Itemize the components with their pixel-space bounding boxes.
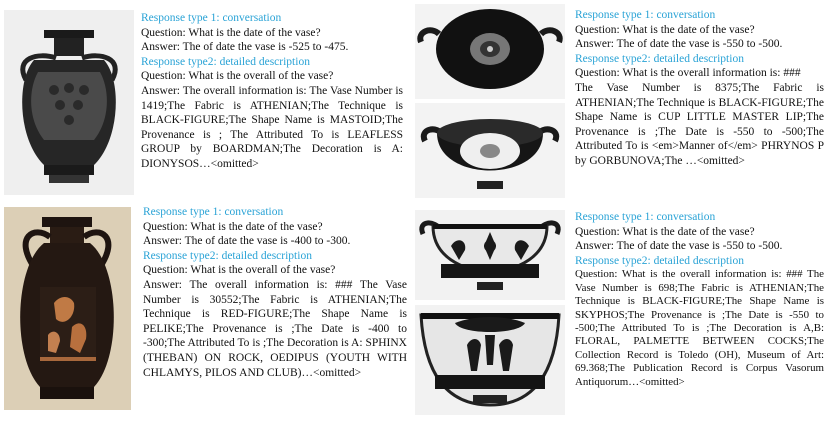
panel-2-response2-question: Question: What is the overall information is: ###: [575, 67, 801, 80]
panel-4-response1-answer: Answer: The of date the vase is -550 to -500.: [575, 240, 783, 253]
panel-3-response1-label: Response type 1: conversation: [143, 206, 284, 218]
vase-image-cup-top: [415, 4, 565, 99]
panel-4-response2-label: Response type2: detailed description: [575, 254, 744, 267]
panel-4-text: [575, 210, 824, 389]
panel-3-response1-answer: Answer: The of date the vase is -400 to -300.: [143, 235, 351, 248]
panel-4-response2-question: Question: What is the overall information is: ### The Vase Number is 698;The Fabric is ATHENIAN;The Technique is BLACK-FIGURE;The Shape Name is SKYPHOS;The Provenance is ;The Date is -550 to -500;The Attributed To is ;The Decoration is A,B: FLORAL, PALMETTE BETWEEN COCKS;The Collection Record is Toledo (OH), Museum of Art: 69.368;The Publication Record is Corpus Vasorum Antiquorum…<omitted>: [575, 268, 824, 388]
panel-3-response2-answer: Answer: The overall information is: ### The Vase Number is 30552;The Fabric is ATHENIAN;The Technique is RED-FIGURE;The Shape Name is PELIKE;The Provenance is ;The Date is -400 to -300;The Attributed To is ;The Decoration is A: SPHINX (THEBAN) ON ROCK, OEDIPUS (YOUTH WITH CHLAMYS, PILOS AND CLUB)…<omitted>: [143, 278, 407, 379]
panel-2-response2-answer: The Vase Number is 8375;The Fabric is ATHENIAN;The Technique is BLACK-FIGURE;The Shape Name is CUP LITTLE MASTER LIP;The Provenance is ;The Date is -550 to -500;The Attributed To is <em>Manner of</em> PHRYNOS P by GORBUNOVA;The …<omitted>: [575, 81, 824, 167]
panel-1-response1-question: Question: What is the date of the vase?: [141, 26, 321, 39]
panel-3-text: [143, 205, 407, 380]
panel-3-response1-question: Question: What is the date of the vase?: [143, 220, 323, 233]
panel-1-response1-label: Response type 1: conversation: [141, 12, 282, 24]
panel-1-text: [141, 11, 403, 172]
panel-1-response1-answer: Answer: The of date the vase is -525 to -475.: [141, 41, 349, 54]
panel-4-response1-question: Question: What is the date of the vase?: [575, 225, 755, 238]
panel-2-response1-question: Question: What is the date of the vase?: [575, 23, 755, 36]
vase-image-skyphos-side: [415, 305, 565, 415]
panel-2-text: [575, 8, 824, 169]
panel-1-response2-label: Response type2: detailed description: [141, 55, 310, 68]
vase-image-pelike: [4, 207, 131, 410]
panel-3-response2-question: Question: What is the overall of the vase?: [143, 264, 336, 277]
panel-2-response1-answer: Answer: The of date the vase is -550 to -500.: [575, 38, 783, 51]
panel-4-response1-label: Response type 1: conversation: [575, 211, 716, 223]
vase-image-skyphos-top: [415, 210, 565, 300]
panel-2-response2-label: Response type2: detailed description: [575, 52, 744, 65]
vase-image-hydria: [4, 10, 134, 195]
panel-3-response2-label: Response type2: detailed description: [143, 249, 312, 262]
vase-image-cup-side: [415, 103, 565, 198]
panel-1-response2-question: Question: What is the overall of the vase?: [141, 70, 334, 83]
panel-1-response2-answer: Answer: The overall information is: The Vase Number is 1419;The Fabric is ATHENIAN;The Technique is BLACK-FIGURE;The Shape Name is MASTOID;The Provenance is ; The Attributed To is LEAFLESS GROUP by BOARDMAN;The Decoration is A: DIONYSOS…<omitted>: [141, 84, 403, 170]
panel-2-response1-label: Response type 1: conversation: [575, 9, 716, 21]
